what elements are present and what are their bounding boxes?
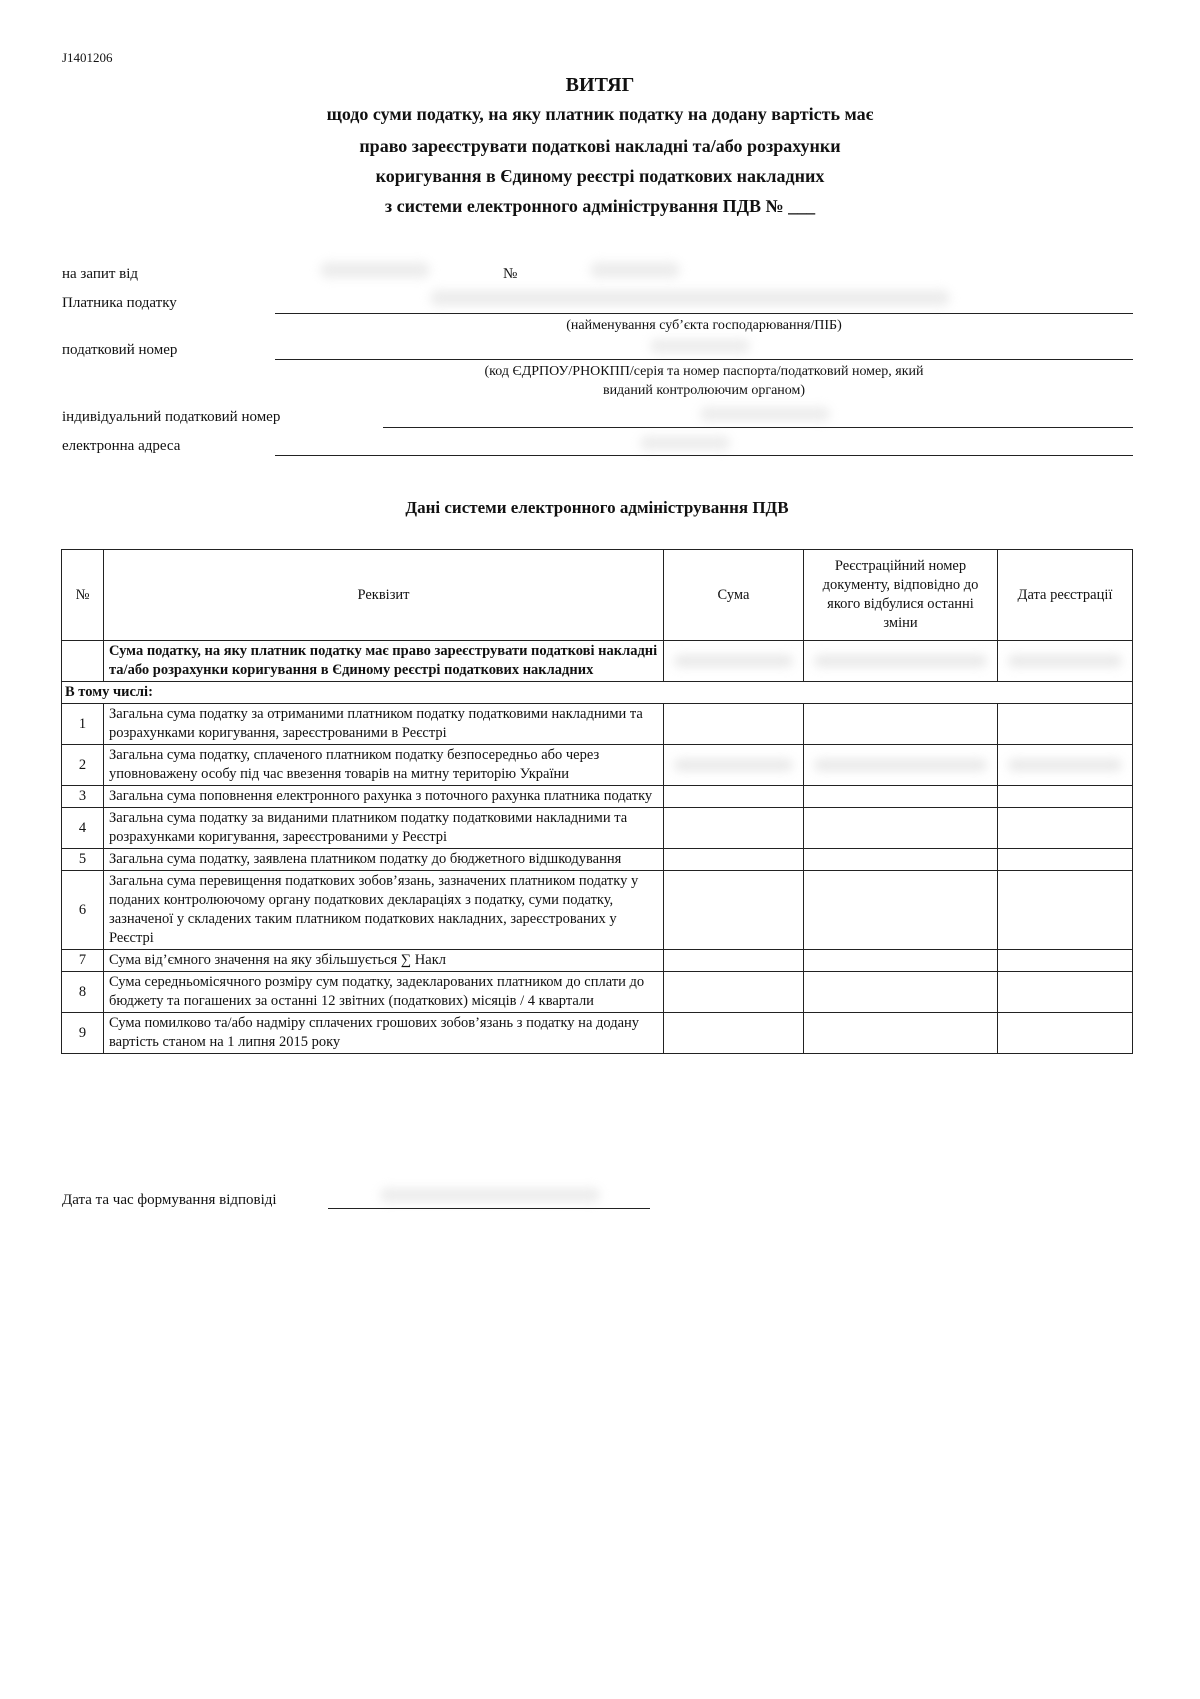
taxpayer-label: Платника податку — [62, 295, 177, 311]
table-row — [62, 871, 1133, 950]
tax-number-underline — [275, 359, 1133, 360]
form-code: J1401206 — [62, 50, 113, 65]
row-sum-cell — [664, 704, 804, 745]
response-datetime-underline — [328, 1208, 650, 1209]
taxpayer-hint: (найменування суб’єкта господарювання/ПІБ) — [566, 318, 842, 333]
redacted-total-reg-date — [1008, 655, 1122, 667]
row-reg-number-cell — [804, 745, 998, 786]
including-label: В тому числі: — [62, 682, 1133, 704]
row-sum-cell — [664, 745, 804, 786]
total-reg-date-cell — [998, 641, 1133, 682]
row-num: 3 — [62, 786, 104, 808]
redacted-total-sum — [674, 655, 793, 667]
redacted-tax-number — [650, 339, 750, 353]
document-title: ВИТЯГ — [565, 74, 635, 96]
redacted-individual-tax-number — [700, 407, 830, 421]
row-reg-date-cell — [998, 745, 1133, 786]
document-subtitle-line-2: право зареєструвати податкові накладні та/або розрахунки — [359, 136, 841, 156]
email-label: електронна адреса — [62, 438, 181, 454]
row-reg-date-cell — [998, 849, 1133, 871]
tax-number-hint-1: (код ЄДРПОУ/РНОКПП/серія та номер паспорта/податковий номер, який — [484, 364, 924, 379]
header-reg-number: Реєстраційний номер документу, відповідно до якого відбулися останні зміни — [804, 550, 998, 641]
total-row-num — [62, 641, 104, 682]
table-row — [62, 972, 1133, 1013]
header-requisite: Реквізит — [104, 550, 664, 641]
redacted-response-datetime — [380, 1188, 600, 1202]
header-sum: Сума — [664, 550, 804, 641]
row-reg-date-cell — [998, 871, 1133, 950]
row-reg-number-cell — [804, 704, 998, 745]
table-row — [62, 1013, 1133, 1054]
individual-tax-number-label: індивідуальний податковий номер — [62, 409, 281, 425]
individual-tax-number-underline — [383, 427, 1133, 428]
total-reg-number-cell — [804, 641, 998, 682]
redacted-row-2-reg-number — [814, 759, 987, 771]
document-subtitle-line-3: коригування в Єдиному реєстрі податкових накладних — [375, 166, 825, 186]
row-sum-cell — [664, 871, 804, 950]
total-row — [62, 641, 1133, 682]
email-underline — [275, 455, 1133, 456]
row-reg-number-cell — [804, 1013, 998, 1054]
row-sum-cell — [664, 1013, 804, 1054]
table-header-row — [62, 550, 1133, 641]
document-subtitle-line-4: з системи електронного адміністрування ПДВ № ___ — [384, 196, 816, 216]
section-title: Дані системи електронного адміністрування ПДВ — [405, 498, 789, 517]
row-num: 4 — [62, 808, 104, 849]
total-row-text: Сума податку, на яку платник податку має право зареєструвати податкові накладні та/або розрахунки коригування в Єдиному реєстрі податкових накладних — [104, 641, 664, 682]
row-text: Загальна сума перевищення податкових зобов’язань, зазначених платником податку у поданих контролюючому органу податкових деклараціях з податку, суми податку, зазначеної у складених таким платником податкових накладних, зареєстрованих у Реєстрі — [104, 871, 664, 950]
redacted-total-reg-number — [814, 655, 987, 667]
table-row — [62, 849, 1133, 871]
row-text: Загальна сума податку за виданими платником податку податковими накладними та розрахунками коригування, зареєстрованими у Реєстрі — [104, 808, 664, 849]
row-text: Загальна сума податку за отриманими платником податку податковими накладними та розрахунками коригування, зареєстрованими в Реєстрі — [104, 704, 664, 745]
row-reg-date-cell — [998, 786, 1133, 808]
row-text: Сума помилково та/або надміру сплачених грошових зобов’язань з податку на додану вартість станом на 1 липня 2015 року — [104, 1013, 664, 1054]
row-reg-date-cell — [998, 972, 1133, 1013]
redacted-row-2-reg-date — [1008, 759, 1122, 771]
row-num: 2 — [62, 745, 104, 786]
row-num: 9 — [62, 1013, 104, 1054]
row-reg-number-cell — [804, 950, 998, 972]
request-from-label: на запит від — [62, 266, 139, 282]
row-text: Загальна сума податку, заявлена платником податку до бюджетного відшкодування — [104, 849, 664, 871]
row-reg-number-cell — [804, 849, 998, 871]
table-row — [62, 808, 1133, 849]
row-text: Загальна сума поповнення електронного рахунка з поточного рахунка платника податку — [104, 786, 664, 808]
tax-number-label: податковий номер — [62, 342, 178, 358]
row-text: Загальна сума податку, сплаченого платником податку безпосередньо або через уповноважену особу під час ввезення товарів на митну територію України — [104, 745, 664, 786]
redacted-row-2-sum — [674, 759, 793, 771]
row-sum-cell — [664, 786, 804, 808]
redacted-email — [640, 436, 730, 450]
row-reg-date-cell — [998, 950, 1133, 972]
including-row — [62, 682, 1133, 704]
vat-data-table — [61, 549, 1133, 1054]
row-reg-date-cell — [998, 704, 1133, 745]
row-sum-cell — [664, 972, 804, 1013]
row-reg-number-cell — [804, 871, 998, 950]
header-reg-date: Дата реєстрації — [998, 550, 1133, 641]
redacted-request-number — [590, 262, 680, 278]
table-row — [62, 950, 1133, 972]
row-num: 1 — [62, 704, 104, 745]
tax-number-hint-2: виданий контролюючим органом) — [602, 383, 806, 398]
request-number-sign: № — [503, 266, 518, 282]
redacted-taxpayer-name — [430, 290, 950, 306]
row-num: 7 — [62, 950, 104, 972]
row-reg-number-cell — [804, 786, 998, 808]
table-row — [62, 745, 1133, 786]
row-num: 6 — [62, 871, 104, 950]
table-row — [62, 704, 1133, 745]
document-subtitle-line-1: щодо суми податку, на яку платник податку на додану вартість має — [326, 104, 874, 124]
row-sum-cell — [664, 849, 804, 871]
row-num: 8 — [62, 972, 104, 1013]
header-num: № — [62, 550, 104, 641]
table-row — [62, 786, 1133, 808]
redacted-request-date — [320, 262, 430, 278]
row-text: Сума від’ємного значення на яку збільшується ∑ Накл — [104, 950, 664, 972]
row-sum-cell — [664, 950, 804, 972]
response-datetime-label: Дата та час формування відповіді — [62, 1192, 277, 1208]
total-sum-cell — [664, 641, 804, 682]
row-sum-cell — [664, 808, 804, 849]
taxpayer-underline — [275, 313, 1133, 314]
row-text: Сума середньомісячного розміру сум податку, задекларованих платником до сплати до бюджету та погашених за останні 12 звітних (податкових) місяців / 4 квартали — [104, 972, 664, 1013]
row-reg-number-cell — [804, 972, 998, 1013]
row-reg-number-cell — [804, 808, 998, 849]
row-num: 5 — [62, 849, 104, 871]
row-reg-date-cell — [998, 1013, 1133, 1054]
row-reg-date-cell — [998, 808, 1133, 849]
